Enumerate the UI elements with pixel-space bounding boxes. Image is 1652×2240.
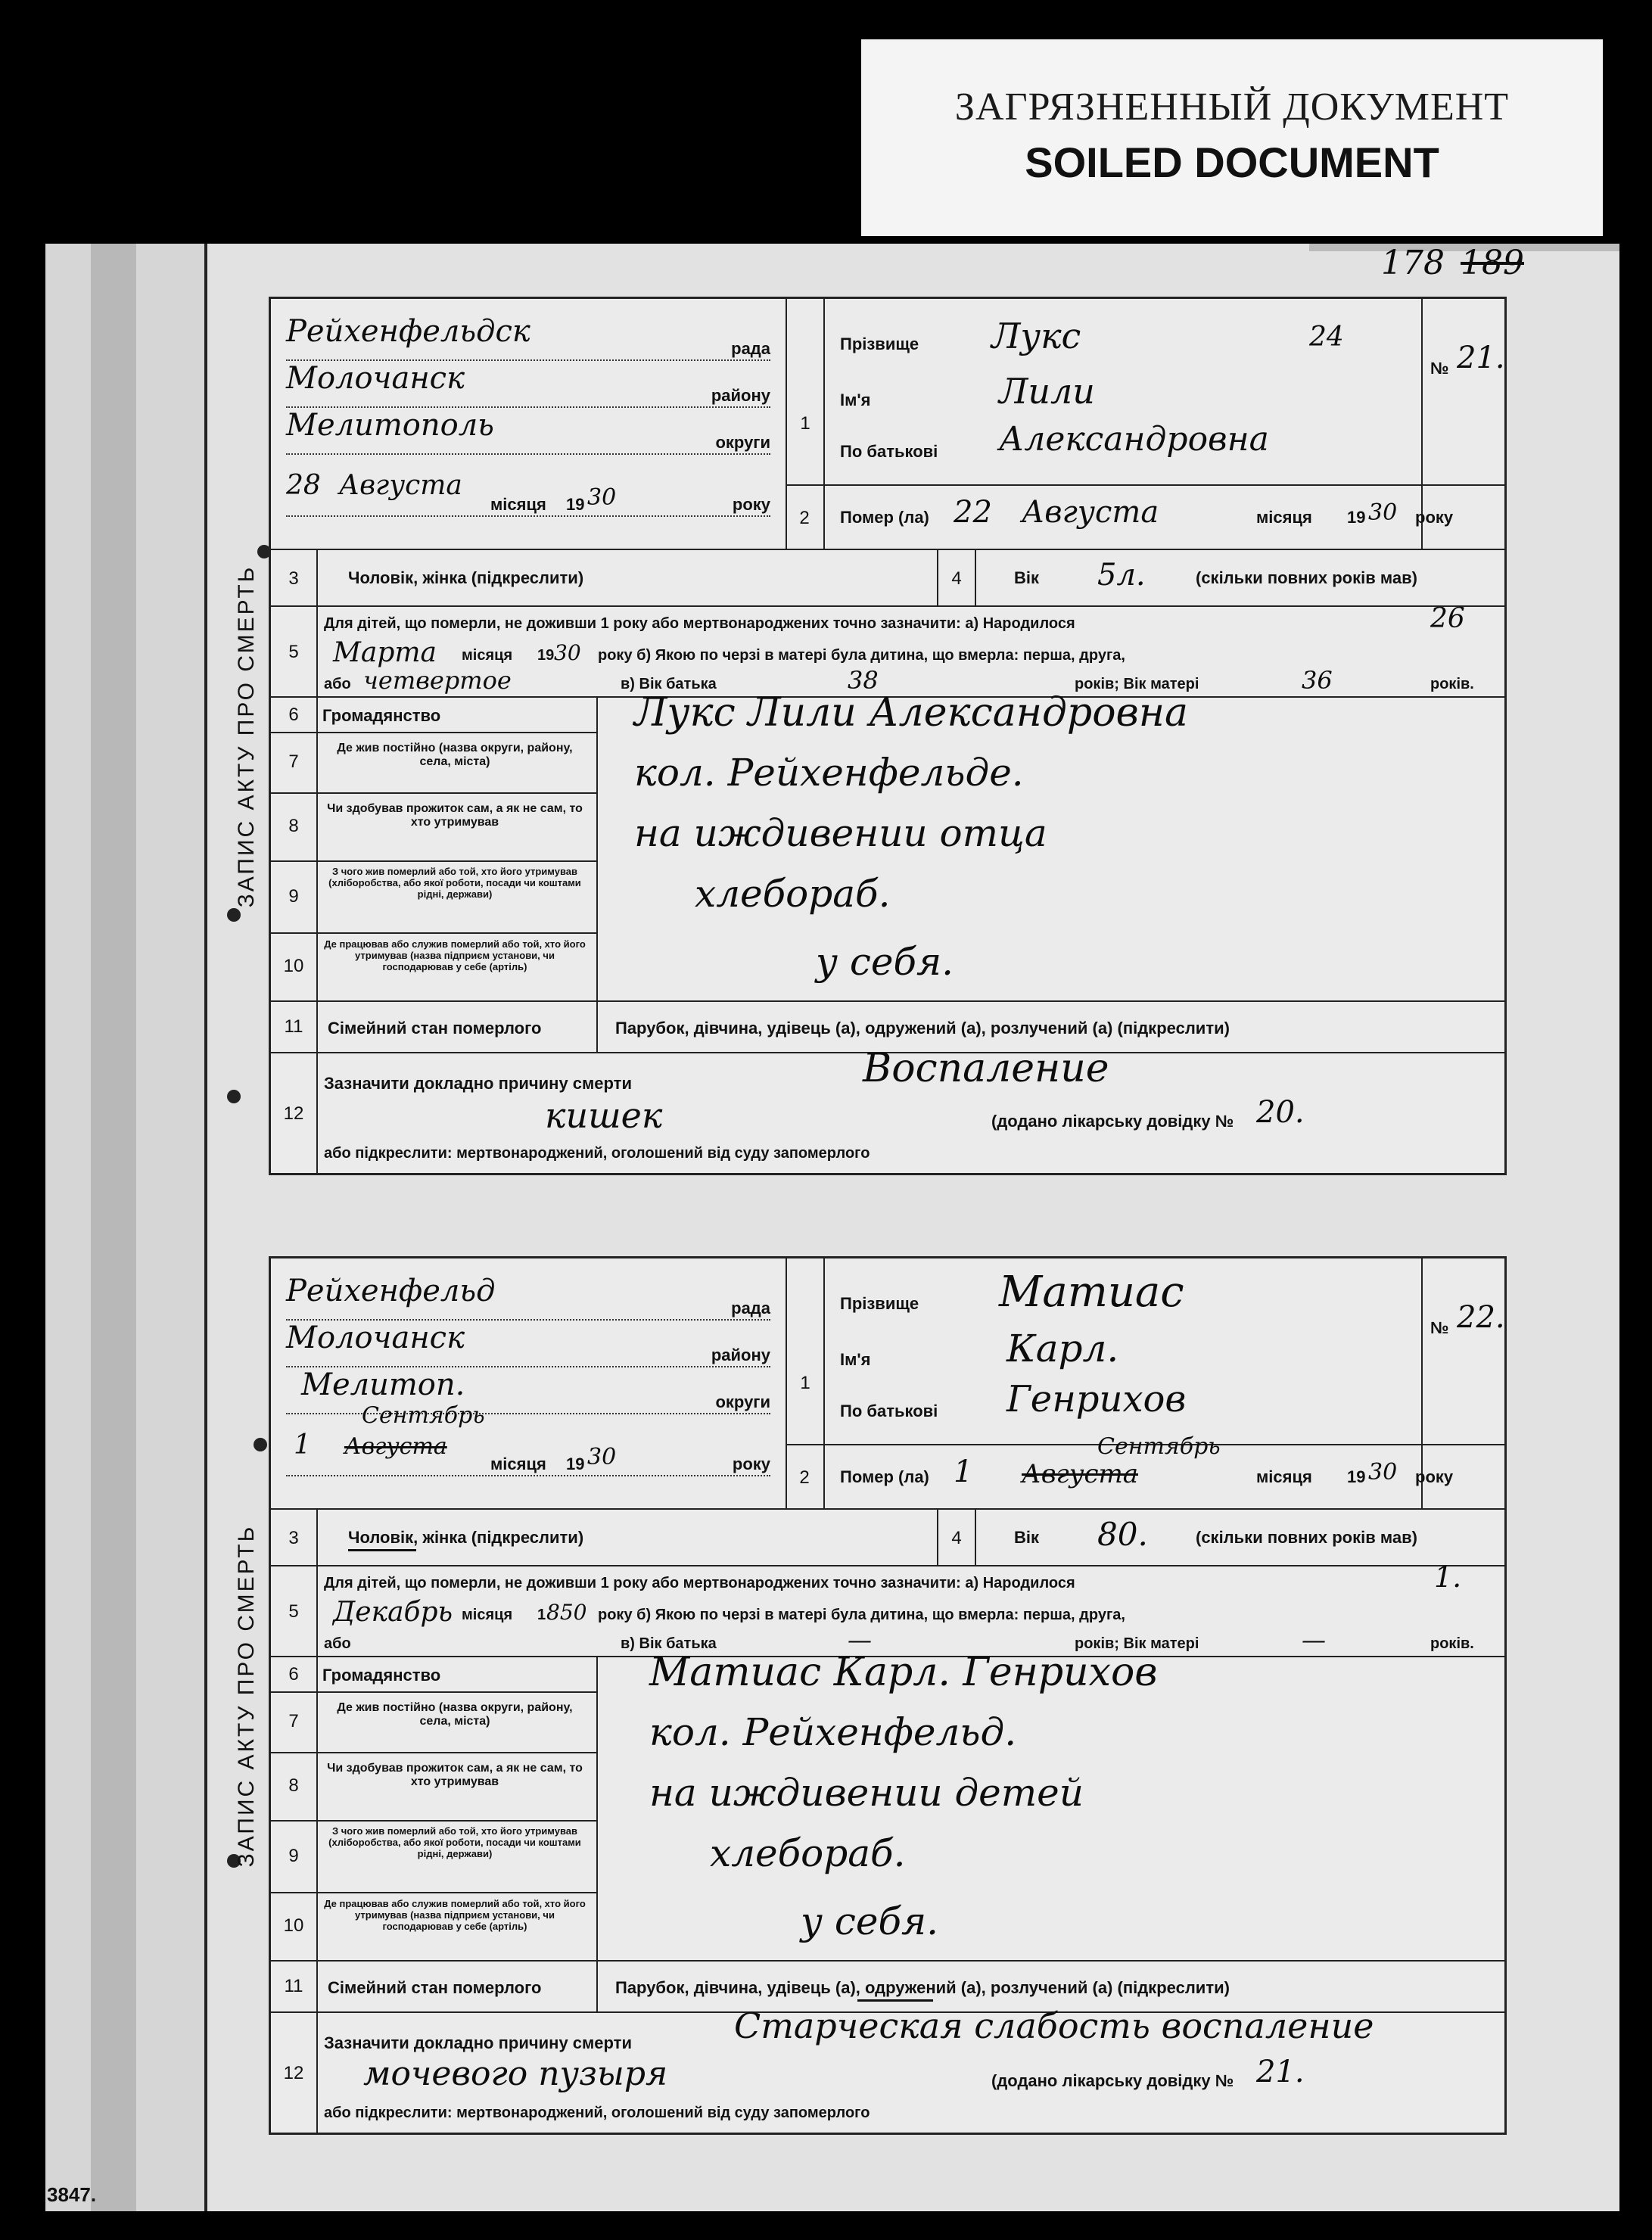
record-number: 21. <box>1457 341 1505 375</box>
reg-month-correction: Сентябрь <box>362 1402 485 1429</box>
binding-tear <box>91 244 136 2211</box>
marital-options: Парубок, дівчина, удівець (а), одружений (а), розлучений (а) (підкреслити) <box>615 1978 1230 1997</box>
stamp-line-ru: ЗАГРЯЗНЕННЫЙ ДОКУМЕНТ <box>954 86 1510 129</box>
full-name-value: Лукс Лили Александровна <box>634 690 1189 736</box>
child-order: четвертое <box>363 666 512 695</box>
reg-month-struck: Августа <box>344 1433 447 1460</box>
sex-label: Чоловік, жінка (підкреслити) <box>348 1528 584 1547</box>
patronymic-value: Генрихов <box>1006 1378 1187 1420</box>
reg-month-label: місяця <box>490 495 546 514</box>
birth-month-label: місяця <box>462 647 513 664</box>
marital-options: Парубок, дівчина, удівець (а), одружений (а), розлучений (а) (підкреслити) <box>615 1019 1230 1038</box>
children-line-1: Для дітей, що померли, не доживши 1 року або мертвонароджених точно зазначити: а) Народилося <box>324 1575 1075 1591</box>
death-month-struck: Августа <box>1022 1459 1138 1489</box>
citizenship-label: Громадянство <box>322 706 441 725</box>
age-tail-label: (скільки повних років мав) <box>1196 1528 1417 1547</box>
page-number-new: 178 <box>1381 244 1445 282</box>
rayon-value: Молочанск <box>286 361 465 396</box>
sex-label: Чоловік, жінка (підкреслити) <box>348 568 584 587</box>
reg-year-label: року <box>732 495 770 514</box>
age-label: Вік <box>1014 1528 1040 1547</box>
age-tail-label: (скільки повних років мав) <box>1196 568 1417 587</box>
certificate-number: 21. <box>1256 2055 1305 2089</box>
death-date-row: 2 Помер (ла) 22 Августа місяця 19 30 року <box>786 484 1504 550</box>
support-label: Чи здобував прожиток сам, а як не сам, то хто утримував <box>327 802 583 829</box>
children-years-label: років. <box>1430 1635 1474 1652</box>
birth-year: 850 <box>546 1600 587 1625</box>
male-underline <box>348 1549 416 1551</box>
name-label: Ім'я <box>840 1350 871 1369</box>
reg-year: 30 <box>587 484 617 511</box>
reg-month: Августа <box>338 470 462 501</box>
citizenship-label: Громадянство <box>322 1666 441 1685</box>
rayon-value: Молочанск <box>286 1321 465 1355</box>
soiled-document-stamp <box>861 39 1603 236</box>
okruha-label: округи <box>715 1392 770 1411</box>
cause-row: 12 Зазначити докладно причину смерти Старческая слабость воспаление мочевого пузыря (додано лікарську довідку № 21. або підкреслити: мертвонароджений, оголошений від суду запомерлого <box>271 2011 1504 2134</box>
sex-age-row: 3 Чоловік, жінка (підкреслити) 4 Вік 5л. (скільки повних років мав) <box>271 549 1504 607</box>
death-label: Помер (ла) <box>840 508 929 527</box>
occupation-label: З чого жив померлий або той, хто його утримував (хліборобства, або якої роботи, посади чи коштами рідні, держави) <box>328 866 581 900</box>
death-year-label: року <box>1415 1467 1454 1486</box>
children-abo: або <box>324 1635 351 1652</box>
record-header: Рейхенфельдск рада Молочанск району Мелитополь округи 28 Августа місяця 19 30 року 1 Прізвище Лукс 24 Ім'я Лили По батькові Александровна № 21. <box>271 299 1504 549</box>
father-age: — <box>848 1626 872 1654</box>
death-year: 30 <box>1368 499 1398 526</box>
death-date-row: 2 Помер (ла) 1 Августа Сентябрь місяця 19 30 року <box>786 1444 1504 1510</box>
widower-underline <box>857 1999 933 2002</box>
patronymic-label: По батькові <box>840 1402 938 1420</box>
archive-number: 3847. <box>47 2183 97 2206</box>
residence-label: Де жив постійно (назва округи, району, села, міста) <box>337 742 573 768</box>
death-day: 22 <box>954 495 992 530</box>
record-header: Рейхенфельд рада Молочанск району Мелитоп. округи Сентябрь 1 Августа місяця 19 30 року 1 Прізвище Матиас Ім'я Карл. По батькові Генрихов № 22. <box>271 1258 1504 1508</box>
support-label: Чи здобував прожиток сам, а як не сам, то хто утримував <box>327 1762 583 1788</box>
record-number-label: № <box>1430 359 1449 378</box>
children-line-2: року б) Якою по черзі в матері була дитина, що вмерла: перша, друга, <box>598 1607 1125 1623</box>
full-name-value: Матиас Карл. Генрихов <box>649 1650 1158 1695</box>
death-month-label: місяця <box>1256 1467 1312 1486</box>
cause-label: Зазначити докладно причину смерти <box>324 1074 632 1093</box>
birth-month-label: місяця <box>462 1607 513 1623</box>
workplace-label: Де працював або служив померлий або той, хто його утримував (назва підприєм установи, чи господарював у себе (артіль) <box>324 938 586 972</box>
reg-year: 30 <box>587 1444 617 1470</box>
certificate-label: (додано лікарську довідку № <box>991 2071 1234 2090</box>
death-year-label: року <box>1415 508 1454 527</box>
details-block: 6 Громадянство 7 Де жив постійно (назва округи, району, села, міста) 8 Чи здобував прожиток сам, а як не сам, то хто утримував 9 З чого жив померлий або той, хто його утримував (хліборобства, або якої роботи, посади чи коштами рідні, держави) 10 Де працював або служив померлий або той, хто його утримував (назва підприєм установи, чи господарював у себе (артіль) Лукс Лили Александровна кол. Рейхенфельде. на иждивении отца хлебораб. у себя. 11 Сімейний стан померлого Парубок, дівчина, удівець (а), одружений (а), розлучений (а) (підкреслити) <box>271 696 1504 1053</box>
cause-row: 12 Зазначити докладно причину смерти Воспаление кишек (додано лікарську довідку № 20. або підкреслити: мертвонароджений, оголошений від суду запомерлого <box>271 1052 1504 1174</box>
support-value: на иждивении детей <box>649 1771 1084 1815</box>
children-line-2: року б) Якою по черзі в матері була дитина, що вмерла: перша, друга, <box>598 647 1125 664</box>
birth-month: Марта <box>333 637 437 668</box>
surname-value: Лукс <box>991 316 1081 356</box>
father-age-label: в) Вік батька <box>621 676 717 692</box>
rada-value: Рейхенфельдск <box>286 314 530 349</box>
birth-day: 1. <box>1434 1560 1462 1594</box>
okruha-label: округи <box>715 433 770 452</box>
mother-age: 36 <box>1302 666 1333 695</box>
rada-label: рада <box>731 339 770 358</box>
name-value: Лили <box>999 371 1095 412</box>
side-title: ЗАПИС АКТУ ПРО СМЕРТЬ <box>233 1524 259 1867</box>
mother-age-label: років; Вік матері <box>1075 1635 1199 1652</box>
cause-value: Воспаление <box>863 1046 1109 1091</box>
workplace-label: Де працював або служив померлий або той, хто його утримував (назва підприєм установи, чи господарював у себе (артіль) <box>324 1898 586 1932</box>
reg-month-label: місяця <box>490 1454 546 1473</box>
surname-value: Матиас <box>999 1268 1184 1317</box>
death-year: 30 <box>1368 1459 1398 1486</box>
okruha-value: Мелитополь <box>286 408 494 443</box>
stamp-line-en: SOILED DOCUMENT <box>1025 138 1439 186</box>
workplace-value: у себя. <box>816 940 954 984</box>
birth-month: Декабрь <box>333 1597 453 1628</box>
death-label: Помер (ла) <box>840 1467 929 1486</box>
stillborn-label: або підкреслити: мертвонароджений, оголошений від суду запомерлого <box>324 1145 870 1162</box>
details-block: 6 Громадянство 7 Де жив постійно (назва округи, району, села, міста) 8 Чи здобував прожиток сам, а як не сам, то хто утримував 9 З чого жив померлий або той, хто його утримував (хліборобства, або якої роботи, посади чи коштами рідні, держави) 10 Де працював або служив померлий або той, хто його утримував (назва підприєм установи, чи господарював у себе (артіль) Матиас Карл. Генрихов кол. Рейхенфельд. на иждивении детей хлебораб. у себя. 11 Сімейний стан померлого Парубок, дівчина, удівець (а), одружений (а), розлучений (а) (підкреслити) <box>271 1656 1504 2013</box>
certificate-number: 20. <box>1256 1095 1305 1130</box>
name-value: Карл. <box>1006 1327 1119 1370</box>
occupation-value: хлебораб. <box>710 1831 906 1875</box>
record-number: 22. <box>1457 1300 1505 1335</box>
row-number: 1 <box>786 299 823 549</box>
record-number-label: № <box>1430 1318 1449 1337</box>
residence-label: Де жив постійно (назва округи, району, села, міста) <box>337 1701 573 1728</box>
reg-day: 1 <box>294 1430 311 1461</box>
father-age: 38 <box>848 666 879 695</box>
rada-value: Рейхенфельд <box>286 1274 496 1308</box>
cause-value-2: кишек <box>545 1095 663 1136</box>
stillborn-label: або підкреслити: мертвонароджений, оголошений від суду запомерлого <box>324 2105 870 2121</box>
children-years-label: років. <box>1430 676 1474 692</box>
okruha-value: Мелитоп. <box>301 1367 465 1402</box>
marital-label: Сімейний стан померлого <box>328 1978 542 1997</box>
children-abo: або <box>324 676 351 692</box>
workplace-value: у себя. <box>801 1899 939 1943</box>
birth-year: 30 <box>554 640 581 665</box>
cause-label: Зазначити докладно причину смерти <box>324 2033 632 2052</box>
children-row: 5 Для дітей, що померли, не доживши 1 року або мертвонароджених точно зазначити: а) Народилося 26 Марта місяця 19 30 року б) Якою по черзі в матері була дитина, що вмерла: перша, друга, або четвертое в) Вік батька 38 років; Вік матері 36 років. <box>271 605 1504 698</box>
support-value: на иждивении отца <box>634 811 1047 855</box>
age-label: Вік <box>1014 568 1040 587</box>
death-month: Августа <box>1022 495 1159 530</box>
sex-age-row: 3 Чоловік, жінка (підкреслити) 4 Вік 80. (скільки повних років мав) <box>271 1508 1504 1566</box>
marital-label: Сімейний стан померлого <box>328 1019 542 1038</box>
surname-label: Прізвище <box>840 334 919 353</box>
reg-day: 28 <box>286 470 321 501</box>
death-month-label: місяця <box>1256 508 1312 527</box>
father-age-label: в) Вік батька <box>621 1635 717 1652</box>
surname-label: Прізвище <box>840 1294 919 1313</box>
death-record-2 <box>233 1256 1507 2135</box>
side-title: ЗАПИС АКТУ ПРО СМЕРТЬ <box>233 565 259 907</box>
patronymic-value: Александровна <box>999 420 1269 459</box>
age-value: 5л. <box>1097 558 1146 593</box>
cause-value-2: мочевого пузыря <box>363 2055 668 2093</box>
rada-label: рада <box>731 1299 770 1318</box>
birth-day: 26 <box>1430 603 1465 634</box>
death-record-1 <box>233 297 1507 1175</box>
occupation-value: хлебораб. <box>695 872 891 916</box>
reg-year-label: року <box>732 1454 770 1473</box>
children-row: 5 Для дітей, що померли, не доживши 1 року або мертвонароджених точно зазначити: а) Народилося 1. Декабрь місяця 1 850 року б) Якою по черзі в матері була дитина, що вмерла: перша, друга, або в) Вік батька — років; Вік матері — років. <box>271 1565 1504 1657</box>
age-value: 80. <box>1097 1516 1148 1553</box>
death-month: Сентябрь <box>1097 1433 1221 1460</box>
page-number-old: 189 <box>1461 244 1524 282</box>
children-line-1: Для дітей, що померли, не доживши 1 року або мертвонароджених точно зазначити: а) Народилося <box>324 615 1075 632</box>
cause-value: Старческая слабость воспаление <box>734 2005 1374 2046</box>
mother-age: — <box>1302 1626 1326 1654</box>
residence-value: кол. Рейхенфельд. <box>649 1710 1017 1754</box>
patronymic-label: По батькові <box>840 442 938 461</box>
margin-note: 24 <box>1309 322 1344 353</box>
rayon-label: району <box>711 1346 770 1364</box>
residence-value: кол. Рейхенфельде. <box>634 751 1024 795</box>
death-day: 1 <box>954 1454 973 1489</box>
occupation-label: З чого жив померлий або той, хто його утримував (хліборобства, або якої роботи, посади чи коштами рідні, держави) <box>328 1825 581 1859</box>
certificate-label: (додано лікарську довідку № <box>991 1112 1234 1131</box>
rayon-label: району <box>711 386 770 405</box>
name-label: Ім'я <box>840 390 871 409</box>
mother-age-label: років; Вік матері <box>1075 676 1199 692</box>
